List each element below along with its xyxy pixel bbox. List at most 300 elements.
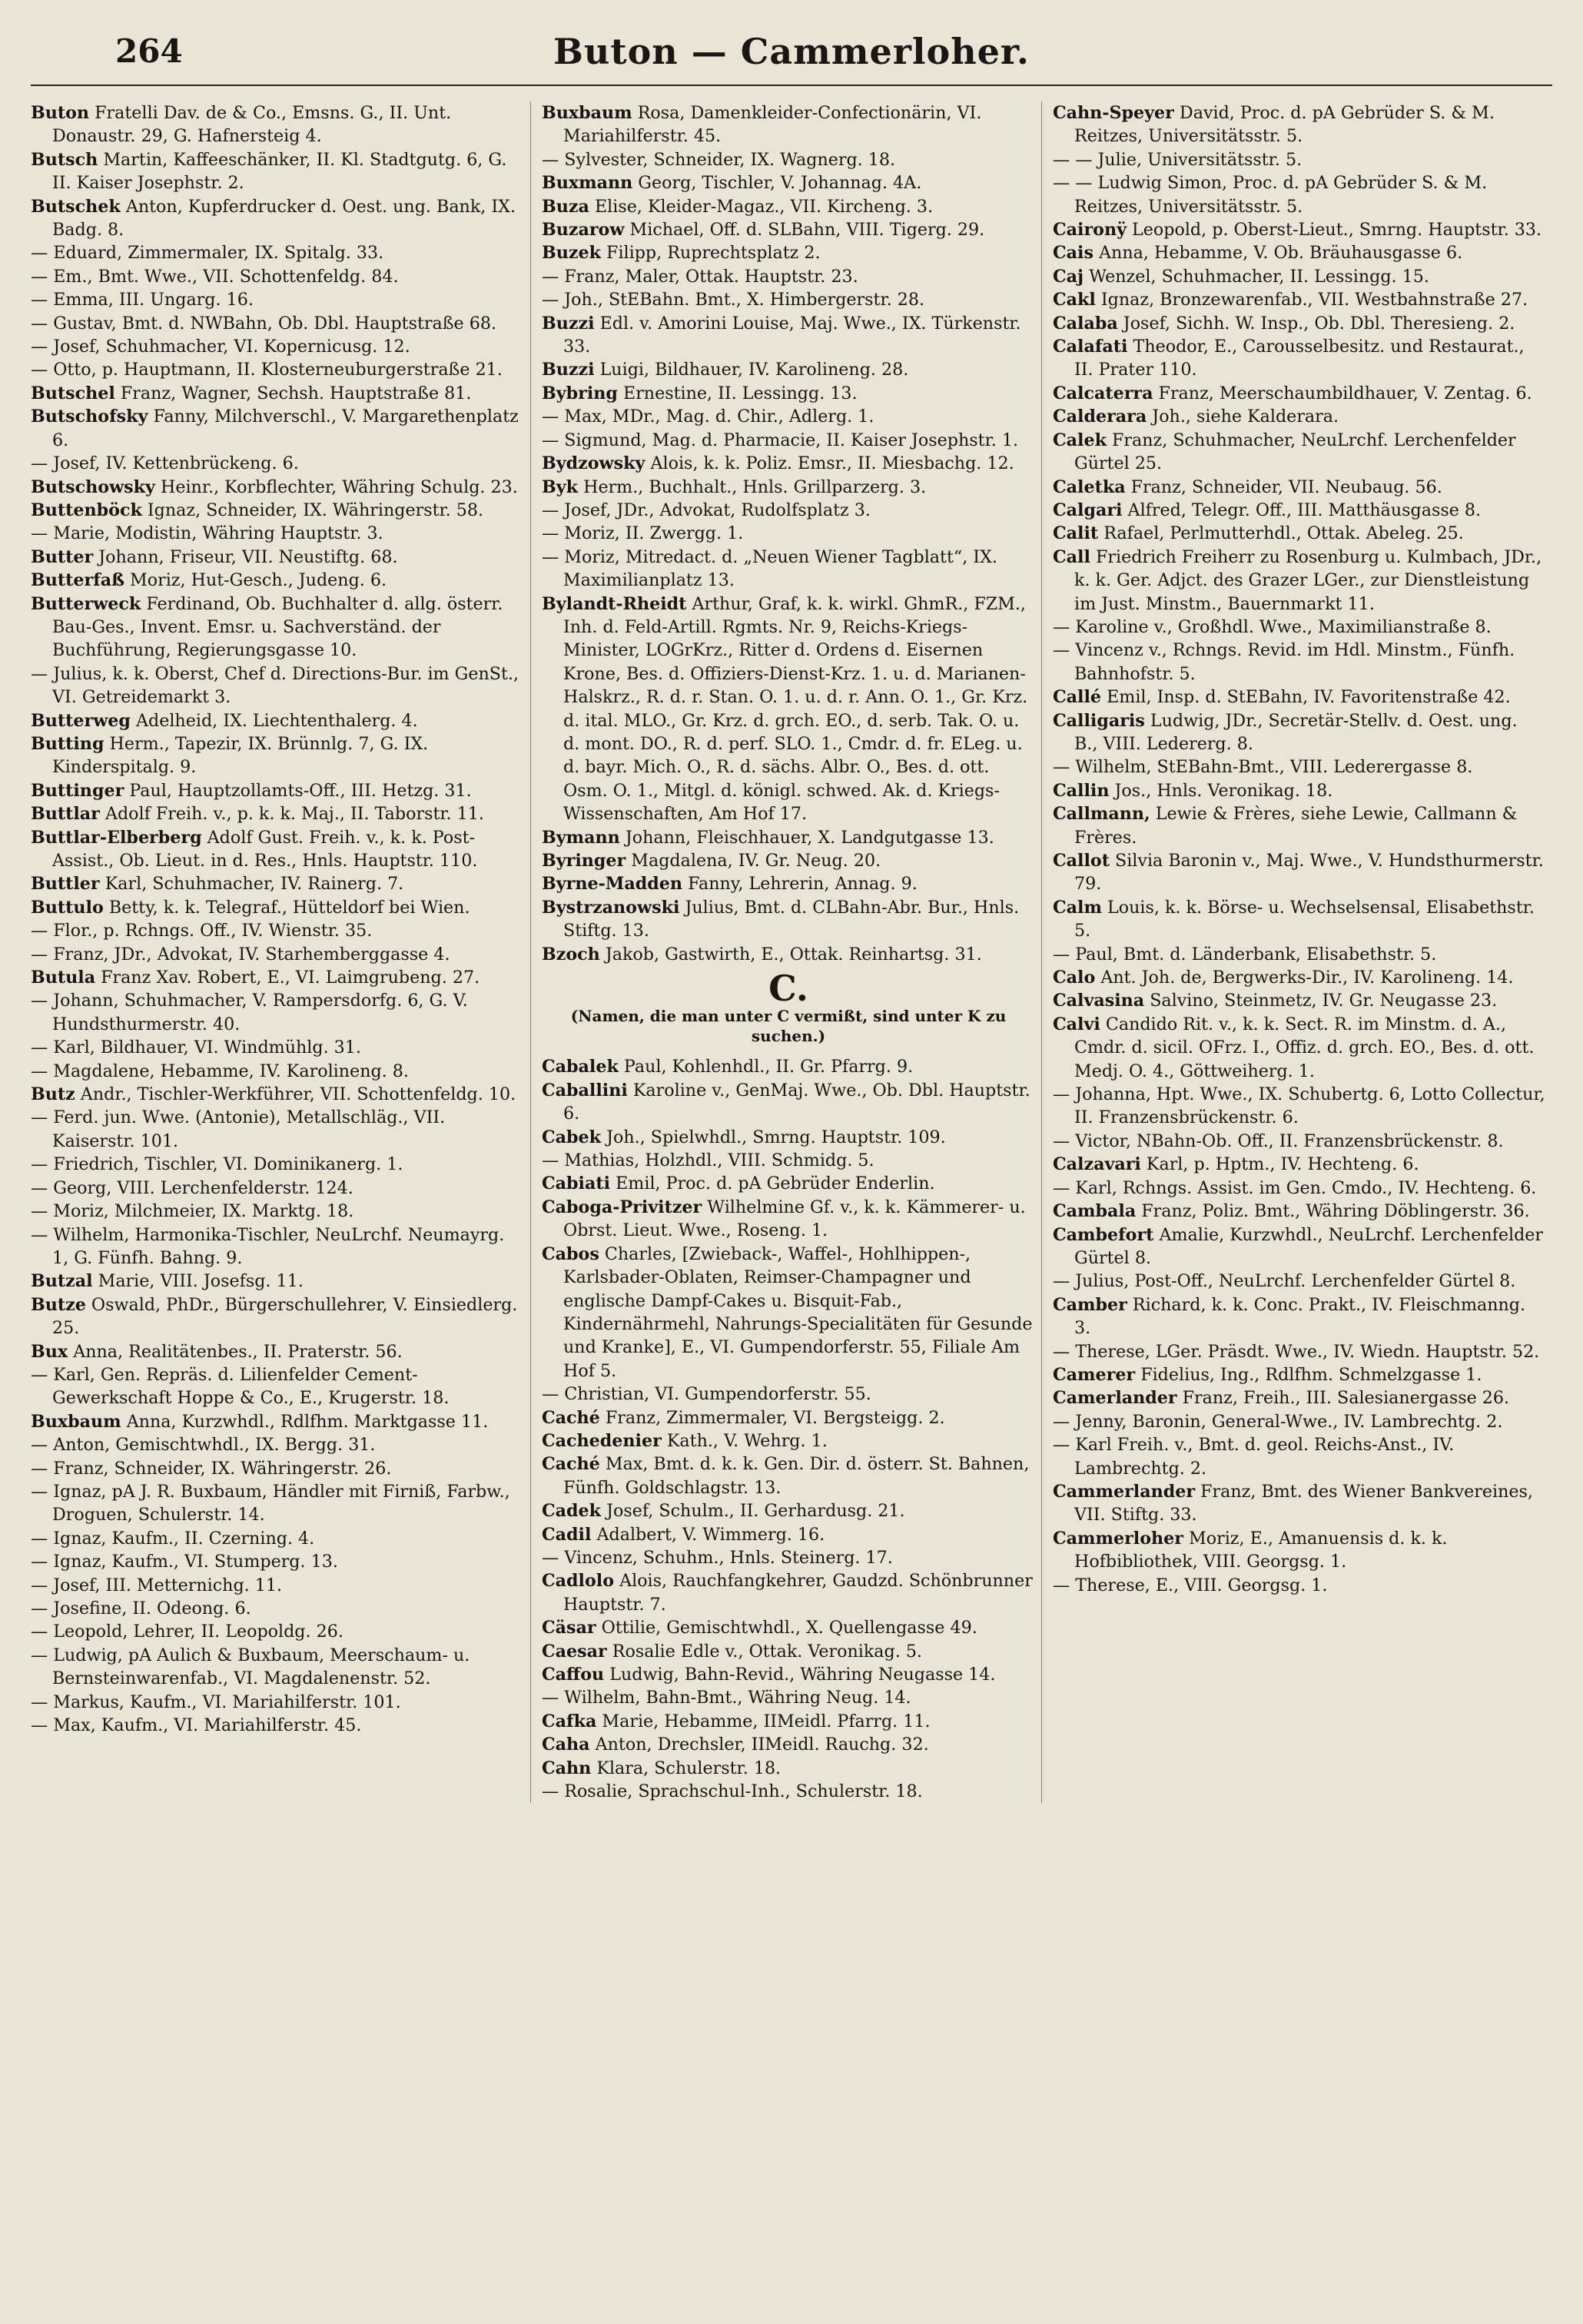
- entry-name: Butze: [31, 1294, 86, 1315]
- directory-entry: [31, 1574, 524, 1597]
- entry-name: Callot: [1053, 851, 1110, 871]
- directory-entry: [1053, 312, 1546, 335]
- entry-text: Ludwig, Bahn-Revid., Währing Neugasse 14.: [609, 1665, 996, 1685]
- entry-name: Bydzowsky: [542, 453, 645, 474]
- entry-text: Wilhelmine Gf. v., k. k. Kämmerer- u. Obrst. Lieut. Wwe., Roseng. 1.: [563, 1197, 1026, 1241]
- directory-entry: [1053, 101, 1546, 148]
- entry-text: Johann, Friseur, VII. Neustiftg. 68.: [98, 546, 398, 567]
- entry-text: Marie, VIII. Josefsg. 11.: [98, 1271, 304, 1292]
- entry-text: Anna, Realitätenbes., II. Praterstr. 56.: [73, 1341, 403, 1362]
- entry-name: Calcaterra: [1053, 383, 1153, 403]
- entry-text: Fanny, Milchverschl., V. Margarethenplatz 6.: [52, 407, 519, 450]
- directory-entry: [542, 1523, 1035, 1546]
- directory-entry: [31, 148, 524, 195]
- entry-text: — Josefine, II. Odeong. 6.: [31, 1599, 251, 1618]
- directory-entry: [1053, 265, 1546, 288]
- entry-text: Charles, [Zwieback-, Waffel-, Hohlhippen-, Karlsbader-Oblaten, Reimser-Champagner und englische Dampf-Cakes u. Bisquit-Fab., Kindernährmehl, Nahrungs-Specialitäten für Gesunde und Kranke], E., VI. Gumpendorferstr. 55, Filiale Am Hof 5.: [563, 1243, 1033, 1381]
- entry-name: Cabiati: [542, 1174, 611, 1194]
- directory-entry: [542, 1733, 1035, 1756]
- entry-text: Emil, Insp. d. StEBahn, IV. Favoritenstraße 42.: [1107, 687, 1511, 708]
- entry-text: — Vincenz v., Rchngs. Revid. im Hdl. Minstm., Fünfh. Bahnhofstr. 5.: [1053, 640, 1515, 684]
- entry-text: Adelheid, IX. Liechtenthalerg. 4.: [135, 710, 418, 731]
- entry-text: — Josef, Schuhmacher, VI. Kopernicusg. 12.: [31, 337, 410, 357]
- directory-entry: [31, 1691, 524, 1714]
- directory-entry: [1053, 1574, 1546, 1597]
- entry-name: Callmann,: [1053, 804, 1150, 825]
- entry-name: Butschofsky: [31, 407, 148, 427]
- entry-name: Bylandt-Rheidt: [542, 593, 687, 614]
- column-3: [1053, 101, 1552, 1803]
- entry-name: Cakl: [1053, 290, 1096, 310]
- directory-entry: [1053, 849, 1546, 896]
- entry-text: Richard, k. k. Conc. Prakt., IV. Fleischmanng. 3.: [1074, 1294, 1526, 1339]
- directory-entry: [1053, 171, 1546, 218]
- directory-entry: [31, 335, 524, 358]
- directory-entry: [31, 1036, 524, 1059]
- directory-entry: [542, 452, 1035, 475]
- entry-name: Cadil: [542, 1524, 592, 1545]
- column-1: [31, 101, 531, 1803]
- directory-entry: [542, 405, 1035, 428]
- directory-entry: [1053, 1340, 1546, 1363]
- entry-text: Franz, Wagner, Sechsh. Hauptstraße 81.: [120, 383, 472, 403]
- directory-entry: [1053, 1177, 1546, 1200]
- directory-entry: [542, 1126, 1035, 1149]
- entry-name: Buzek: [542, 243, 601, 264]
- directory-entry: [1053, 896, 1546, 943]
- directory-entry: [1053, 1153, 1546, 1176]
- directory-entry: [31, 476, 524, 499]
- directory-entry: [542, 1663, 1035, 1686]
- entry-text: — Joh., StEBahn. Bmt., X. Himbergerstr. 28.: [542, 290, 925, 310]
- entry-name: Butting: [31, 733, 105, 754]
- entry-text: Ferdinand, Ob. Buchhalter d. allg. österr. Bau-Ges., Invent. Emsr. u. Sachverständ. der Buchführung, Regierungsgasse 10.: [52, 593, 503, 661]
- entry-text: Moriz, Hut-Gesch., Judeng. 6.: [130, 570, 387, 591]
- entry-name: Cadek: [542, 1501, 602, 1522]
- directory-entry: [542, 872, 1035, 895]
- directory-entry: [1053, 288, 1546, 311]
- entry-name: Byringer: [542, 851, 626, 871]
- directory-entry: [1053, 148, 1546, 171]
- directory-entry: [542, 1243, 1035, 1383]
- directory-entry: [1053, 779, 1546, 802]
- entry-text: Heinr., Korbflechter, Währing Schulg. 23.: [160, 476, 518, 497]
- entry-name: Call: [1053, 546, 1090, 567]
- directory-entry: [1053, 1130, 1546, 1153]
- directory-entry: [542, 1383, 1035, 1406]
- entry-name: Caché: [542, 1454, 600, 1475]
- entry-name: Butzal: [31, 1271, 93, 1292]
- page-header: [31, 23, 1552, 86]
- directory-entry: [542, 1429, 1035, 1452]
- directory-entry: [31, 662, 524, 709]
- directory-entry: [542, 171, 1035, 194]
- directory-entry: [31, 1433, 524, 1456]
- directory-entry: [542, 1780, 1035, 1803]
- directory-entry: [542, 1196, 1035, 1243]
- entry-text: — Em., Bmt. Wwe., VII. Schottenfeldg. 84.: [31, 266, 399, 287]
- directory-entry: [31, 1644, 524, 1691]
- entry-text: Theodor, E., Carousselbesitz. und Restaurat., II. Prater 110.: [1074, 337, 1525, 380]
- entry-text: Ludwig, JDr., Secretär-Stellv. d. Oest. ung. B., VIII. Ledererg. 8.: [1074, 710, 1518, 754]
- entry-text: Franz, Meerschaumbildhauer, V. Zentag. 6.: [1158, 383, 1532, 403]
- entry-text: — Franz, Schneider, IX. Währingerstr. 26.: [31, 1458, 392, 1479]
- entry-text: — Julius, k. k. Oberst, Chef d. Directions-Bur. im GenSt., VI. Getreidemarkt 3.: [31, 663, 519, 708]
- section-c-entries: [542, 1055, 1035, 1803]
- entry-name: Cais: [1053, 243, 1093, 264]
- entry-text: Ant. Joh. de, Bergwerks-Dir., IV. Karolineng. 14.: [1100, 968, 1514, 988]
- directory-entry: [1053, 476, 1546, 499]
- entry-name: Caj: [1053, 266, 1084, 287]
- directory-entry: [1053, 241, 1546, 264]
- entry-text: Oswald, PhDr., Bürgerschullehrer, V. Einsiedlerg. 25.: [52, 1294, 518, 1339]
- entry-name: Bystrzanowski: [542, 897, 680, 918]
- entry-name: Camerlander: [1053, 1388, 1177, 1409]
- entry-text: Ignaz, Bronzewarenfab., VII. Westbahnstraße 27.: [1100, 290, 1528, 310]
- entry-text: Elise, Kleider-Magaz., VII. Kircheng. 3.: [594, 196, 934, 217]
- entry-text: Franz, Poliz. Bmt., Währing Döblingerstr. 36.: [1141, 1201, 1530, 1222]
- directory-entry: [31, 779, 524, 802]
- directory-entry: [1053, 1200, 1546, 1223]
- entry-text: Friedrich Freiherr zu Rosenburg u. Kulmbach, JDr., k. k. Ger. Adjct. des Grazer LGer., zur Dienstleistung im Just. Minstm., Bauernmarkt 11.: [1074, 546, 1542, 614]
- entry-text: — — Ludwig Simon, Proc. d. pA Gebrüder S. & M. Reitzes, Universitätsstr. 5.: [1053, 173, 1488, 217]
- entry-name: Butz: [31, 1084, 75, 1105]
- directory-entry: [1053, 966, 1546, 989]
- entry-text: Anton, Drechsler, IIMeidl. Rauchg. 32.: [595, 1735, 929, 1755]
- entry-text: — Emma, III. Ungarg. 16.: [31, 290, 254, 310]
- directory-entry: [1053, 1270, 1546, 1293]
- entry-text: Franz, Freih., III. Salesianergasse 26.: [1182, 1388, 1510, 1409]
- entry-name: Caballini: [542, 1080, 628, 1101]
- entry-name: Byrne-Madden: [542, 874, 683, 895]
- directory-entry: [1053, 1480, 1546, 1527]
- directory-entry: [1053, 1363, 1546, 1386]
- directory-entry: [31, 1527, 524, 1550]
- entry-name: Cafka: [542, 1711, 597, 1731]
- entry-name: Buttulo: [31, 897, 104, 918]
- entry-text: — Markus, Kaufm., VI. Mariahilferstr. 101.: [31, 1692, 401, 1712]
- entry-text: — Karl, Rchngs. Assist. im Gen. Cmdo., IV. Hechteng. 6.: [1053, 1177, 1537, 1198]
- entry-text: Marie, Hebamme, IIMeidl. Pfarrg. 11.: [602, 1711, 931, 1731]
- entry-text: — Friedrich, Tischler, VI. Dominikanerg. 1.: [31, 1154, 403, 1175]
- entry-text: — Karl Freih. v., Bmt. d. geol. Reichs-Anst., IV. Lambrechtg. 2.: [1053, 1435, 1455, 1479]
- entry-text: Edl. v. Amorini Louise, Maj. Wwe., IX. Türkenstr. 33.: [563, 313, 1021, 357]
- entry-name: Cahn-Speyer: [1053, 103, 1174, 123]
- directory-entry: [31, 382, 524, 405]
- entry-text: Alfred, Telegr. Off., III. Matthäusgasse 8.: [1127, 500, 1482, 520]
- entry-name: Buxmann: [542, 173, 633, 194]
- entry-text: Fidelius, Ing., Rdlfhm. Schmelzgasse 1.: [1140, 1364, 1482, 1385]
- entry-text: — Flor., p. Rchngs. Off., IV. Wienstr. 35.: [31, 921, 373, 941]
- section-letter: C.: [768, 968, 808, 1010]
- entry-text: — Rosalie, Sprachschul-Inh., Schulerstr. 18.: [542, 1781, 923, 1802]
- directory-entry: [31, 288, 524, 311]
- directory-entry: [31, 101, 524, 148]
- entry-name: Calo: [1053, 968, 1096, 988]
- entry-text: — Moriz, Mitredact. d. „Neuen Wiener Tagblatt“, IX. Maximilianplatz 13.: [542, 546, 997, 591]
- directory-entry: [542, 241, 1035, 264]
- columns: [31, 86, 1552, 1803]
- entry-text: — Ignaz, Kaufm., VI. Stumperg. 13.: [31, 1552, 338, 1572]
- entry-text: — Georg, VIII. Lerchenfelderstr. 124.: [31, 1177, 353, 1198]
- entry-name: Cammerloher: [1053, 1528, 1183, 1549]
- entry-text: Michael, Off. d. SLBahn, VIII. Tigerg. 29.: [629, 220, 985, 241]
- entry-text: Alois, k. k. Poliz. Emsr., II. Miesbachg. 12.: [650, 453, 1014, 474]
- directory-entry: [31, 1620, 524, 1643]
- entry-text: — Josef, III. Metternichg. 11.: [31, 1575, 283, 1595]
- entry-text: — Josef, JDr., Advokat, Rudolfsplatz 3.: [542, 500, 871, 520]
- directory-entry: [31, 358, 524, 381]
- entry-text: Rosalie Edle v., Ottak. Veronikag. 5.: [612, 1641, 922, 1662]
- entry-text: — Vincenz, Schuhm., Hnls. Steinerg. 17.: [542, 1547, 893, 1568]
- directory-entry: [542, 1172, 1035, 1195]
- entry-text: — Eduard, Zimmermaler, IX. Spitalg. 33.: [31, 243, 384, 264]
- entry-text: Paul, Hauptzollamts-Off., III. Hetzg. 31.: [129, 780, 472, 801]
- directory-entry: [31, 499, 524, 522]
- entry-text: — Moriz, Milchmeier, IX. Marktg. 18.: [31, 1201, 354, 1222]
- entry-name: Cammerlander: [1053, 1481, 1196, 1502]
- entry-text: — Karoline v., Großhdl. Wwe., Maximilianstraße 8.: [1053, 616, 1492, 637]
- entry-text: Franz, Bmt. des Wiener Bankvereines, VII. Stiftg. 33.: [1074, 1481, 1533, 1526]
- entry-text: David, Proc. d. pA Gebrüder S. & M. Reitzes, Universitätsstr. 5.: [1074, 103, 1495, 147]
- directory-entry: [1053, 755, 1546, 779]
- entry-name: Cambala: [1053, 1201, 1137, 1222]
- directory-entry: [31, 1060, 524, 1083]
- directory-entry: [31, 896, 524, 919]
- entry-name: Buttler: [31, 874, 100, 895]
- entry-name: Callé: [1053, 687, 1102, 708]
- entry-name: Buton: [31, 103, 90, 123]
- directory-entry: [31, 1363, 524, 1410]
- directory-entry: [1053, 1410, 1546, 1433]
- entry-text: Magdalena, IV. Gr. Neug. 20.: [631, 851, 881, 871]
- directory-entry: [542, 218, 1035, 241]
- running-head: Buton — Cammerloher.: [553, 31, 1030, 72]
- directory-entry: [542, 943, 1035, 966]
- entry-text: — Gustav, Bmt. d. NWBahn, Ob. Dbl. Hauptstraße 68.: [31, 313, 497, 334]
- directory-entry: [1053, 546, 1546, 616]
- directory-entry: [31, 966, 524, 989]
- directory-entry: [542, 1546, 1035, 1569]
- directory-entry: [1053, 989, 1546, 1012]
- directory-entry: [31, 943, 524, 966]
- directory-entry: [31, 919, 524, 942]
- entry-text: — Johanna, Hpt. Wwe., IX. Schubertg. 6, Lotto Collectur, II. Franzensbrückenstr. 6.: [1053, 1084, 1545, 1128]
- directory-entry: [31, 1480, 524, 1527]
- entry-text: — Victor, NBahn-Ob. Off., II. Franzensbrückenstr. 8.: [1053, 1130, 1504, 1151]
- entry-name: Cabek: [542, 1127, 602, 1147]
- directory-entry: [31, 826, 524, 873]
- directory-entry: [31, 1270, 524, 1293]
- entry-text: Andr., Tischler-Werkführer, VII. Schottenfeldg. 10.: [80, 1084, 516, 1105]
- directory-entry: [31, 452, 524, 475]
- directory-entry: [1053, 335, 1546, 382]
- directory-entry: [31, 1153, 524, 1176]
- directory-entry: [31, 405, 524, 452]
- entry-name: Bux: [31, 1341, 68, 1362]
- entry-name: Buxbaum: [31, 1411, 121, 1432]
- entry-name: Byk: [542, 476, 579, 497]
- entry-name: Cadlolo: [542, 1571, 615, 1592]
- directory-entry: [542, 826, 1035, 849]
- entry-text: Rafael, Perlmutterhdl., Ottak. Abeleg. 25.: [1103, 523, 1464, 544]
- entry-name: Butterweg: [31, 710, 131, 731]
- entry-text: Joh., siehe Kalderara.: [1152, 407, 1339, 427]
- directory-entry: [542, 1757, 1035, 1780]
- entry-name: Calderara: [1053, 407, 1147, 427]
- entry-text: — Leopold, Lehrer, II. Leopoldg. 26.: [31, 1622, 343, 1642]
- section-note: (Namen, die man unter C vermißt, sind unter K zu suchen.): [570, 1007, 1007, 1046]
- entry-text: — Ferd. jun. Wwe. (Antonie), Metallschläg., VII. Kaiserstr. 101.: [31, 1107, 446, 1151]
- directory-entry: [542, 312, 1035, 359]
- directory-entry: [31, 802, 524, 825]
- entry-text: — Ignaz, Kaufm., II. Czerning. 4.: [31, 1528, 315, 1549]
- entry-text: — Max, MDr., Mag. d. Chir., Adlerg. 1.: [542, 407, 874, 427]
- entry-text: — Ignaz, pA J. R. Buxbaum, Händler mit Firniß, Farbw., Droguen, Schulerstr. 14.: [31, 1481, 510, 1526]
- entry-text: Joh., Spielwhdl., Smrng. Hauptstr. 109.: [606, 1127, 946, 1147]
- directory-entry: [1053, 943, 1546, 966]
- directory-entry: [1053, 1013, 1546, 1083]
- entry-text: — Wilhelm, StEBahn-Bmt., VIII. Lederergasse 8.: [1053, 757, 1473, 778]
- entry-text: — Karl, Gen. Repräs. d. Lilienfelder Cement-Gewerkschaft Hoppe & Co., E., Krugerstr. 18.: [31, 1364, 450, 1409]
- entry-text: Lewie & Frères, siehe Lewie, Callmann & Frères.: [1074, 804, 1518, 848]
- entry-name: Buttlar: [31, 804, 100, 825]
- entry-text: — Wilhelm, Bahn-Bmt., Währing Neug. 14.: [542, 1688, 911, 1708]
- entry-name: Caché: [542, 1407, 600, 1428]
- directory-entry: [31, 872, 524, 895]
- entry-name: Buttinger: [31, 780, 124, 801]
- entry-text: Julius, Bmt. d. CLBahn-Abr. Bur., Hnls. Stiftg. 13.: [563, 897, 1020, 941]
- entry-name: Calit: [1053, 523, 1099, 544]
- page-number: 264: [115, 32, 183, 70]
- entry-name: Butsch: [31, 149, 98, 170]
- entry-text: — Franz, JDr., Advokat, IV. Starhemberggasse 4.: [31, 944, 450, 964]
- entry-text: Franz, Schneider, VII. Neubaug. 56.: [1130, 476, 1442, 497]
- entry-name: Butschel: [31, 383, 115, 403]
- entry-name: Buttenböck: [31, 500, 142, 520]
- directory-entry: [1053, 639, 1546, 686]
- directory-entry: [542, 265, 1035, 288]
- entry-text: Rosa, Damenkleider-Confectionärin, VI. Mariahilferstr. 45.: [563, 103, 982, 147]
- entry-name: Buttlar-Elberberg: [31, 827, 202, 848]
- entry-text: Karl, p. Hptm., IV. Hechteng. 6.: [1146, 1154, 1419, 1175]
- directory-entry: [542, 288, 1035, 311]
- entry-text: Salvino, Steinmetz, IV. Gr. Neugasse 23.: [1150, 991, 1498, 1011]
- entry-text: — Anton, Gemischtwhdl., IX. Bergg. 31.: [31, 1435, 376, 1456]
- entry-text: — Max, Kaufm., VI. Mariahilferstr. 45.: [31, 1715, 362, 1736]
- entry-text: Candido Rit. v., k. k. Sect. R. im Minstm. d. A., Cmdr. d. sicil. OFrz. I., Offiz. d. grch. EO., Bes. d. ott. Medj. O. 4., Göttweiherg. 1.: [1074, 1014, 1535, 1081]
- entry-text: Kath., V. Wehrg. 1.: [666, 1430, 828, 1451]
- entry-name: Caboga-Privitzer: [542, 1197, 702, 1217]
- entry-text: — Franz, Maler, Ottak. Hauptstr. 23.: [542, 266, 858, 287]
- directory-entry: [1053, 499, 1546, 522]
- directory-entry: [31, 312, 524, 335]
- entry-text: Josef, Schulm., II. Gerhardusg. 21.: [606, 1501, 905, 1522]
- entry-name: Calek: [1053, 430, 1107, 450]
- entry-name: Camerer: [1053, 1364, 1136, 1385]
- entry-text: — Moriz, II. Zwergg. 1.: [542, 523, 744, 544]
- entry-name: Caletka: [1053, 476, 1126, 497]
- entry-text: — Sylvester, Schneider, IX. Wagnerg. 18.: [542, 149, 896, 170]
- directory-entry: [542, 1406, 1035, 1429]
- entry-text: Leopold, p. Oberst-Lieut., Smrng. Hauptstr. 33.: [1132, 220, 1542, 241]
- directory-entry: [1053, 218, 1546, 241]
- entry-name: Caironÿ: [1053, 220, 1127, 241]
- entry-text: Betty, k. k. Telegraf., Hütteldorf bei Wien.: [108, 897, 470, 918]
- entry-text: — Christian, VI. Gumpendorferstr. 55.: [542, 1384, 871, 1405]
- entry-text: — Karl, Bildhauer, VI. Windmühlg. 31.: [31, 1038, 361, 1058]
- directory-entry: [542, 1710, 1035, 1733]
- entry-name: Cabos: [542, 1243, 599, 1264]
- entry-text: Klara, Schulerstr. 18.: [596, 1758, 782, 1778]
- directory-entry: [31, 569, 524, 592]
- entry-name: Bzoch: [542, 944, 600, 964]
- directory-entry: [542, 896, 1035, 943]
- directory-entry: [31, 1597, 524, 1620]
- entry-name: Buza: [542, 196, 589, 217]
- entry-text: Filipp, Ruprechtsplatz 2.: [606, 243, 821, 264]
- entry-text: — Mathias, Holzhdl., VIII. Schmidg. 5.: [542, 1150, 874, 1171]
- directory-entry: [542, 1079, 1035, 1126]
- entry-text: Josef, Sichh. W. Insp., Ob. Dbl. Theresieng. 2.: [1123, 313, 1515, 334]
- entry-text: — Ludwig, pA Aulich & Buxbaum, Meerschaum- u. Bernsteinwarenfab., VI. Magdalenenstr. 52.: [31, 1645, 470, 1689]
- directory-entry: [542, 1149, 1035, 1172]
- entry-text: — Wilhelm, Harmonika-Tischler, NeuLrchf. Neumayrg. 1, G. Fünfh. Bahng. 9.: [31, 1224, 505, 1268]
- directory-entry: [542, 1686, 1035, 1709]
- directory-entry: [31, 1714, 524, 1737]
- entry-text: Amalie, Kurzwhdl., NeuLrchf. Lerchenfelder Gürtel 8.: [1074, 1224, 1544, 1268]
- entry-text: Moriz, E., Amanuensis d. k. k. Hofbibliothek, VIII. Georgsg. 1.: [1074, 1528, 1448, 1572]
- entry-text: Louis, k. k. Börse- u. Wechselsensal, Elisabethstr. 5.: [1074, 897, 1535, 941]
- directory-entry: [542, 499, 1035, 522]
- directory-entry: [542, 1569, 1035, 1616]
- directory-entry: [31, 1083, 524, 1106]
- entry-text: Adolf Gust. Freih. v., k. k. Post-Assist., Ob. Lieut. in d. Res., Hnls. Hauptstr. 110.: [52, 827, 478, 871]
- entry-text: Arthur, Graf, k. k. wirkl. GhmR., FZM., Inh. d. Feld-Artill. Rgmts. Nr. 9, Reichs-Kriegs-Minister, LOGrKrz., Ritter d. Ordens d. Eisernen Krone, Bes. d. Offiziers-Dienst-Krz. 1. u. d. Marianen-Halskrz., R. d. r. Stan. O. 1. u. d. r. Ann. O. 1., Gr. Krz. d. ital. MLO., Gr. Krz. d. grch. EO., d. serb. Tak. O. u. d. mont. DO., R. d. perf. SLO. 1., Cmdr. d. fr. ELeg. u. d. bayr. Mich. O., R. d. sächs. Albr. O., Bes. d. ott. Osm. O. 1., Mitgl. d. königl. schwed. Ak. d. Kriegs-Wissenschaften, Am Hof 17.: [563, 593, 1028, 825]
- directory-entry: [542, 522, 1035, 545]
- entry-text: — Julius, Post-Off., NeuLrchf. Lerchenfelder Gürtel 8.: [1053, 1271, 1516, 1292]
- directory-entry: [542, 476, 1035, 499]
- directory-entry: [1053, 429, 1546, 476]
- directory-entry: [31, 195, 524, 242]
- entry-name: Butter: [31, 546, 94, 567]
- entry-text: — Josef, IV. Kettenbrückeng. 6.: [31, 453, 299, 474]
- directory-entry: [1053, 1293, 1546, 1340]
- directory-entry: [31, 709, 524, 732]
- entry-name: Caha: [542, 1735, 590, 1755]
- directory-entry: [542, 382, 1035, 405]
- entry-text: — — Julie, Universitätsstr. 5.: [1053, 149, 1303, 170]
- entry-name: Butterweck: [31, 593, 141, 614]
- directory-entry: [31, 546, 524, 569]
- entry-text: Ignaz, Schneider, IX. Währingerstr. 58.: [147, 500, 484, 520]
- column-2: [542, 101, 1042, 1803]
- directory-entry: [542, 429, 1035, 452]
- entry-text: — Therese, LGer. Präsdt. Wwe., IV. Wiedn. Hauptstr. 52.: [1053, 1341, 1540, 1362]
- directory-entry: [1053, 709, 1546, 756]
- entry-name: Cambefort: [1053, 1224, 1154, 1245]
- directory-entry: [31, 1340, 524, 1363]
- entry-text: Anna, Hebamme, V. Ob. Bräuhausgasse 6.: [1099, 243, 1463, 264]
- entry-text: — Magdalene, Hebamme, IV. Karolineng. 8.: [31, 1061, 409, 1081]
- entry-name: Cahn: [542, 1758, 592, 1778]
- directory-entry: [542, 849, 1035, 872]
- directory-entry: [1053, 522, 1546, 545]
- entry-text: Herm., Tapezir, IX. Brünnlg. 7, G. IX. Kinderspitalg. 9.: [52, 733, 429, 778]
- directory-entry: [542, 1640, 1035, 1663]
- directory-entry: [542, 148, 1035, 171]
- entry-name: Buzzi: [542, 313, 595, 334]
